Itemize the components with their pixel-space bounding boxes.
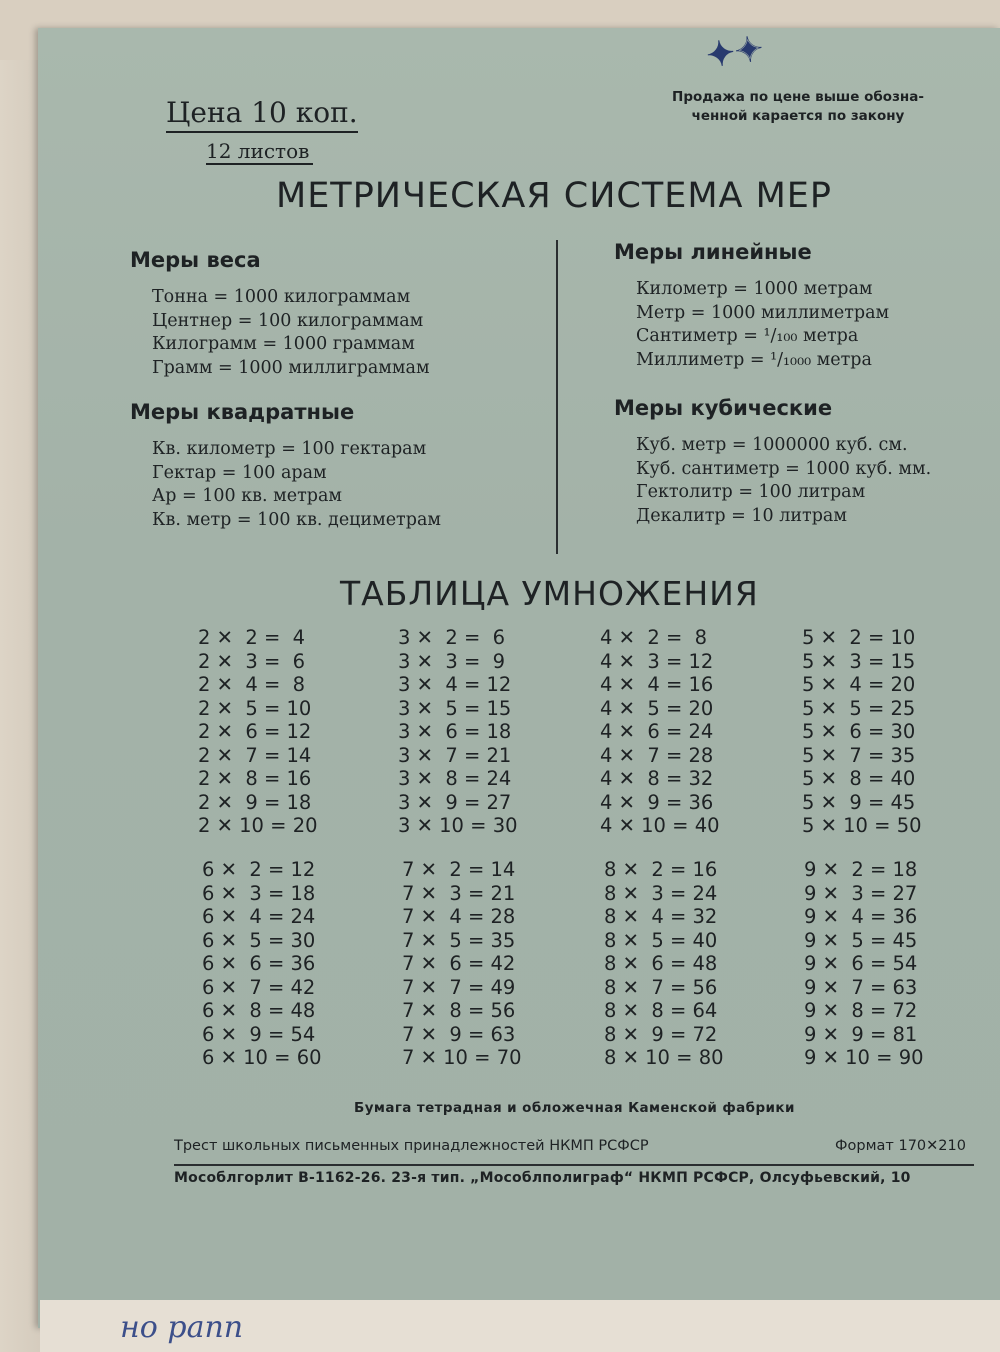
sheet-count: 12 листов — [206, 139, 313, 165]
list-item: Куб. сантиметр = 1000 куб. мм. — [636, 458, 932, 479]
legal-notice: Продажа по цене выше обозна- ченной карается по закону — [672, 89, 924, 124]
mult-row: 9 ✕ 6 = 54 — [804, 952, 918, 975]
trust-line — [174, 1138, 966, 1154]
mult-row: 9 ✕ 3 = 27 — [804, 881, 918, 905]
column-divider — [556, 240, 558, 554]
linear-measures — [614, 240, 889, 372]
mult-column — [402, 858, 552, 1070]
mult-row: 3 ✕ 3 = 9 — [398, 649, 506, 673]
square-heading: Меры квадратные — [130, 400, 355, 424]
mult-row: 9 ✕ 5 = 45 — [804, 928, 918, 952]
mult-row: 2 ✕ 7 = 14 — [198, 743, 312, 767]
linear-heading: Меры линейные — [614, 240, 812, 264]
mult-row: 7 ✕ 4 = 28 — [402, 905, 516, 928]
mult-column — [198, 626, 348, 838]
mult-row: 7 ✕ 3 = 21 — [402, 881, 516, 905]
cubic-measures — [614, 396, 931, 528]
mult-row: 3 ✕ 9 = 27 — [398, 790, 512, 814]
mult-row: 8 ✕ 6 = 48 — [604, 952, 718, 975]
list-item: Грамм = 1000 миллиграммам — [152, 357, 430, 378]
multiplication-table — [198, 626, 958, 1086]
mult-row: 8 ✕ 5 = 40 — [604, 928, 718, 952]
mult-row: 6 ✕ 3 = 18 — [202, 881, 316, 905]
mult-row: 8 ✕ 9 = 72 — [604, 1022, 718, 1046]
mult-row: 5 ✕ 5 = 25 — [802, 696, 916, 720]
mult-row: 2 ✕ 8 = 16 — [198, 767, 312, 790]
ink-stain-icon: ✦✦ — [703, 28, 766, 77]
mult-row: 9 ✕ 4 = 36 — [804, 905, 918, 928]
mult-row: 2 ✕ 5 = 10 — [198, 696, 312, 720]
mult-row: 4 ✕ 7 = 28 — [600, 743, 714, 767]
weight-measures — [130, 248, 430, 380]
mult-row: 7 ✕ 9 = 63 — [402, 1022, 516, 1046]
mult-row: 5 ✕ 7 = 35 — [802, 743, 916, 767]
mult-row: 4 ✕ 2 = 8 — [600, 626, 708, 649]
mult-row: 9 ✕ 10 = 90 — [804, 1046, 924, 1069]
mult-row: 6 ✕ 7 = 42 — [202, 975, 316, 999]
mult-row: 7 ✕ 10 = 70 — [402, 1046, 522, 1069]
mult-column — [604, 858, 754, 1070]
mult-row: 8 ✕ 10 = 80 — [604, 1046, 724, 1069]
mult-column — [802, 626, 952, 838]
mult-row: 6 ✕ 5 = 30 — [202, 928, 316, 952]
mult-row: 3 ✕ 4 = 12 — [398, 673, 512, 696]
mult-row: 3 ✕ 8 = 24 — [398, 767, 512, 790]
mult-row: 8 ✕ 8 = 64 — [604, 999, 718, 1022]
mult-row: 2 ✕ 9 = 18 — [198, 790, 312, 814]
list-item: Сантиметр = ¹/₁₀₀ метра — [636, 326, 859, 346]
list-item: Центнер = 100 килограммам — [152, 310, 424, 331]
mult-column — [804, 858, 954, 1070]
mult-column — [600, 626, 750, 838]
mult-row: 7 ✕ 6 = 42 — [402, 952, 516, 975]
list-item: Декалитр = 10 литрам — [636, 505, 847, 526]
weight-heading: Меры веса — [130, 248, 261, 272]
list-item: Гектар = 100 арам — [152, 462, 327, 483]
mult-row: 5 ✕ 2 = 10 — [802, 626, 916, 649]
list-item: Тонна = 1000 килограммам — [152, 287, 411, 307]
mult-row: 6 ✕ 6 = 36 — [202, 952, 316, 975]
list-item: Ар = 100 кв. метрам — [152, 486, 343, 506]
mult-row: 4 ✕ 8 = 32 — [600, 767, 714, 790]
price-block — [166, 96, 358, 165]
mult-row: 2 ✕ 6 = 12 — [198, 720, 312, 743]
mult-row: 2 ✕ 3 = 6 — [198, 649, 306, 673]
mult-row: 9 ✕ 7 = 63 — [804, 975, 918, 999]
footer-divider — [174, 1164, 974, 1166]
mult-row: 4 ✕ 10 = 40 — [600, 814, 720, 837]
underlying-page-bottom — [40, 1300, 1000, 1352]
handwritten-note: но рапп — [120, 1310, 244, 1345]
mult-column — [398, 626, 548, 838]
list-item: Гектолитр = 100 литрам — [636, 482, 866, 502]
mult-row: 3 ✕ 7 = 21 — [398, 743, 512, 767]
mult-row: 2 ✕ 4 = 8 — [198, 673, 306, 696]
mult-row: 3 ✕ 2 = 6 — [398, 626, 506, 649]
mult-row: 7 ✕ 5 = 35 — [402, 928, 516, 952]
paper-origin-note: Бумага тетрадная и обложечная Каменской фабрики — [354, 1100, 795, 1116]
list-item: Кв. километр = 100 гектарам — [152, 439, 427, 459]
mult-row: 3 ✕ 5 = 15 — [398, 696, 512, 720]
mult-row: 4 ✕ 6 = 24 — [600, 720, 714, 743]
list-item: Килограмм = 1000 граммам — [152, 334, 415, 354]
cubic-heading: Меры кубические — [614, 396, 833, 420]
mult-row: 8 ✕ 3 = 24 — [604, 881, 718, 905]
mult-row: 2 ✕ 10 = 20 — [198, 814, 318, 837]
mult-row: 8 ✕ 7 = 56 — [604, 975, 718, 999]
metric-system-title: МЕТРИЧЕСКАЯ СИСТЕМА МЕР — [276, 176, 832, 216]
mult-row: 6 ✕ 4 = 24 — [202, 905, 316, 928]
mult-row: 7 ✕ 7 = 49 — [402, 975, 516, 999]
square-measures — [130, 400, 441, 532]
mult-row: 5 ✕ 3 = 15 — [802, 649, 916, 673]
notebook-back-cover — [38, 28, 1000, 1328]
list-item: Миллиметр = ¹/₁₀₀₀ метра — [636, 349, 872, 370]
mult-row: 6 ✕ 2 = 12 — [202, 858, 316, 881]
mult-row: 8 ✕ 2 = 16 — [604, 858, 718, 881]
mult-row: 5 ✕ 8 = 40 — [802, 767, 916, 790]
mult-row: 4 ✕ 3 = 12 — [600, 649, 714, 673]
mult-row: 3 ✕ 6 = 18 — [398, 720, 512, 743]
mult-row: 7 ✕ 2 = 14 — [402, 858, 516, 881]
mult-row: 9 ✕ 8 = 72 — [804, 999, 918, 1022]
price-label: Цена 10 коп. — [166, 96, 358, 133]
mult-row: 7 ✕ 8 = 56 — [402, 999, 516, 1022]
mult-column — [202, 858, 352, 1070]
mult-row: 9 ✕ 9 = 81 — [804, 1022, 918, 1046]
mult-row: 4 ✕ 5 = 20 — [600, 696, 714, 720]
mult-row: 5 ✕ 4 = 20 — [802, 673, 916, 696]
mult-row: 6 ✕ 10 = 60 — [202, 1046, 322, 1069]
mult-row: 5 ✕ 9 = 45 — [802, 790, 916, 814]
list-item: Километр = 1000 метрам — [636, 279, 873, 299]
list-item: Куб. метр = 1000000 куб. см. — [636, 435, 908, 455]
mult-row: 5 ✕ 10 = 50 — [802, 814, 922, 837]
mult-row: 5 ✕ 6 = 30 — [802, 720, 916, 743]
printing-imprint: Мособлгорлит В-1162-26. 23-я тип. „Мособлполиграф“ НКМП РСФСР, Олсуфьевский, 10 — [174, 1170, 911, 1186]
list-item: Кв. метр = 100 кв. дециметрам — [152, 509, 441, 530]
mult-row: 6 ✕ 9 = 54 — [202, 1022, 316, 1046]
list-item: Метр = 1000 миллиметрам — [636, 302, 890, 323]
mult-row: 4 ✕ 9 = 36 — [600, 790, 714, 814]
mult-row: 6 ✕ 8 = 48 — [202, 999, 316, 1022]
mult-row: 2 ✕ 2 = 4 — [198, 626, 306, 649]
mult-row: 3 ✕ 10 = 30 — [398, 814, 518, 837]
format-label: Формат 170✕210 — [835, 1138, 966, 1154]
trust-name: Трест школьных письменных принадлежностей НКМП РСФСР — [174, 1138, 649, 1154]
multiplication-title: ТАБЛИЦА УМНОЖЕНИЯ — [340, 574, 759, 613]
mult-row: 9 ✕ 2 = 18 — [804, 858, 918, 881]
mult-row: 8 ✕ 4 = 32 — [604, 905, 718, 928]
mult-row: 4 ✕ 4 = 16 — [600, 673, 714, 696]
